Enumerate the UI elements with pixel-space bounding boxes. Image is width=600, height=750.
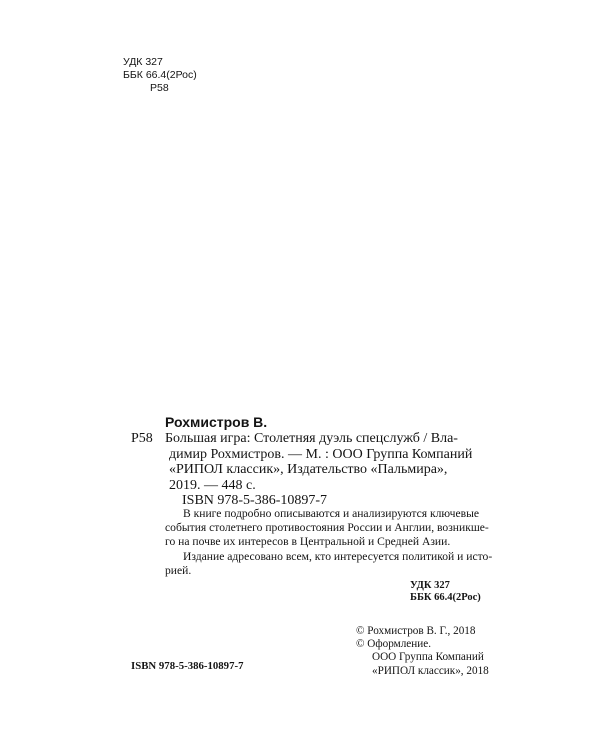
annotation-line: го на почве их интересов в Центральной и Средней Азии.: [165, 535, 451, 549]
catalog-line: 2019. — 448 с.: [169, 477, 256, 493]
copyright-block: [356, 625, 489, 678]
top-bbk: ББК 66.4(2Рос): [123, 69, 197, 81]
catalog-entry: [165, 431, 472, 493]
top-author-code: Р58: [150, 82, 169, 94]
bottom-udk: УДК 327: [410, 580, 450, 591]
top-udk: УДК 327: [123, 56, 163, 68]
annotation-line: события столетнего противостояния России и Англии, возникше-: [165, 521, 489, 535]
copyright-line: © Рохмистров В. Г., 2018: [356, 625, 476, 637]
catalog-isbn: ISBN 978-5-386-10897-7: [182, 493, 328, 508]
bottom-bbk: ББК 66.4(2Рос): [410, 592, 481, 603]
copyright-line: «РИПОЛ классик», 2018: [372, 664, 489, 677]
author-name: Рохмистров В.: [165, 414, 268, 430]
copyright-line: © Оформление.: [356, 638, 432, 651]
footer-isbn: ISBN 978-5-386-10897-7: [131, 660, 244, 672]
catalog-code: Р58: [131, 431, 153, 446]
catalog-line: Большая игра: Столетняя дуэль спецслужб / Вла-: [165, 431, 458, 446]
annotation-line: Издание адресовано всем, кто интересуется политикой и исто-: [183, 549, 493, 563]
catalog-line: димир Рохмистров. — М. : ООО Группа Компаний: [169, 446, 473, 462]
copyright-line: ООО Группа Компаний: [372, 651, 484, 664]
annotation: [165, 507, 493, 578]
annotation-line: рией.: [165, 563, 192, 577]
bottom-classification: [410, 580, 481, 604]
top-classification: [123, 56, 197, 95]
catalog-line: «РИПОЛ классик», Издательство «Пальмира»,: [169, 462, 448, 477]
annotation-line: В книге подробно описываются и анализируются ключевые: [183, 507, 480, 520]
